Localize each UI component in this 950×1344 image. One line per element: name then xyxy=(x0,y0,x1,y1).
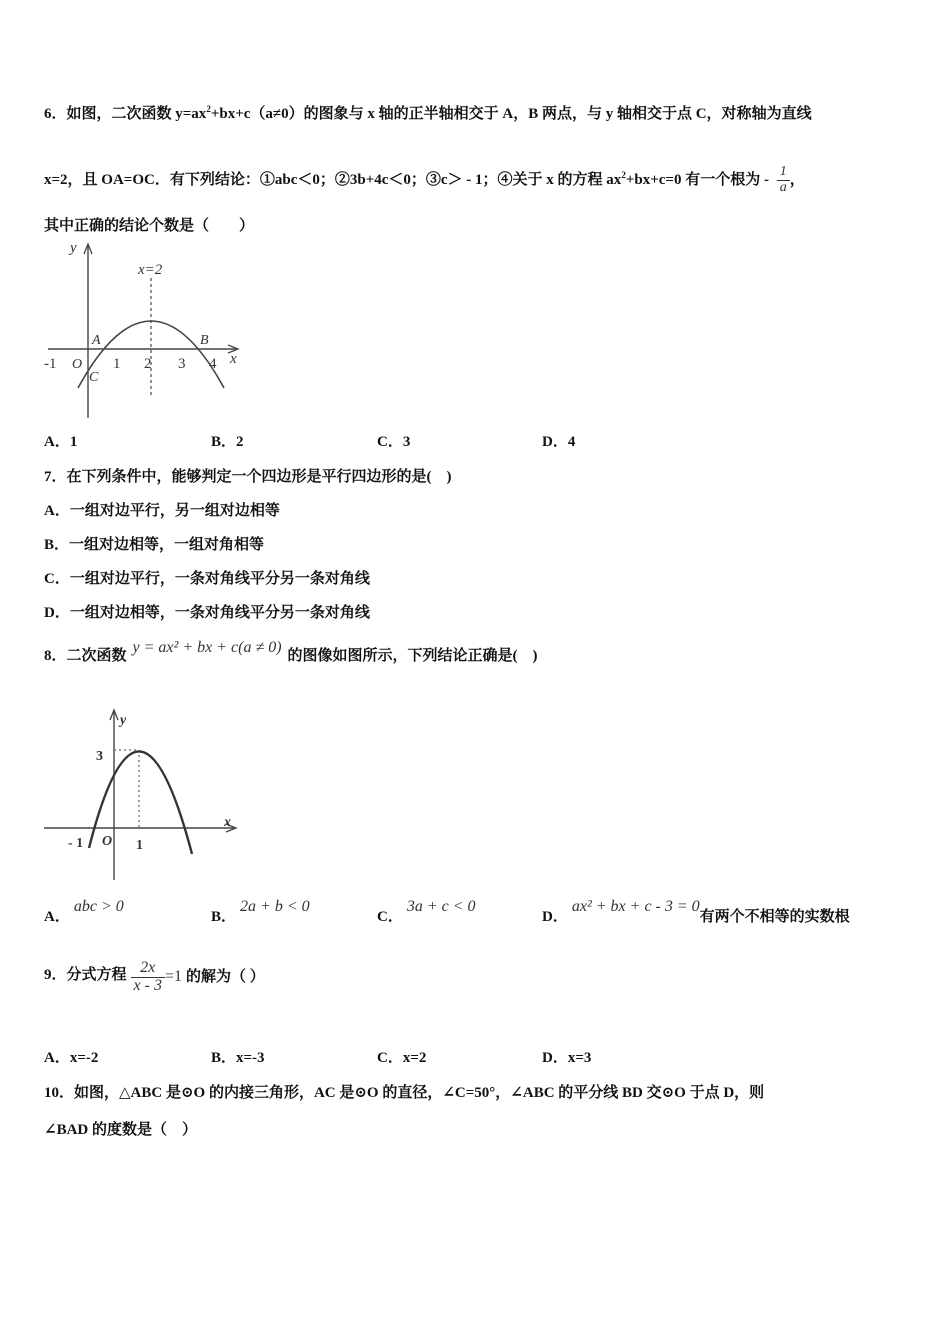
q7-option-c: C．一组对边平行，一条对角线平分另一条对角线 xyxy=(44,571,370,587)
q6-text: 6．如图，二次函数 y=ax xyxy=(44,106,207,122)
point-b-label: B xyxy=(200,333,209,348)
q9-stem xyxy=(44,960,265,1012)
q8-option-c xyxy=(377,898,476,926)
q6-option-d: D．4 xyxy=(542,434,576,450)
option-letter: D． xyxy=(542,909,568,925)
option-letter: B． xyxy=(211,909,237,925)
q6-text: ， xyxy=(789,172,805,188)
option-letter: C． xyxy=(377,909,403,925)
q8-text: 8．二次函数 xyxy=(44,648,127,664)
x-axis-label: x xyxy=(230,351,237,367)
q10-stem-line1: 10．如图，△ABC 是⊙O 的内接三角形，AC 是⊙O 的直径，∠C=50°，∠ABC 的平分线 BD 交⊙O 于点 D，则 xyxy=(44,1085,765,1101)
q8-option-a xyxy=(44,898,124,926)
q6-option-a: A．1 xyxy=(44,434,78,450)
superscript: 2 xyxy=(621,170,626,180)
y-axis-label: y xyxy=(70,240,77,256)
option-expression: abc > 0 xyxy=(73,898,124,915)
option-suffix: 有两个不相等的实数根 xyxy=(699,909,850,925)
q7-option-d: D．一组对边相等，一条对角线平分另一条对角线 xyxy=(44,605,370,621)
q6-stem-line1 xyxy=(44,102,812,123)
q8-text: 的图像如图所示，下列结论正确是( ) xyxy=(287,648,538,664)
origin-label: O xyxy=(102,834,113,849)
q6-text: +bx+c=0 有一个根为 - xyxy=(625,172,769,188)
point-a-label: A xyxy=(92,333,101,348)
q6-option-b: B．2 xyxy=(211,434,244,450)
tick-label: 4 xyxy=(209,356,217,372)
q8-option-d xyxy=(542,898,850,926)
tick-label: 2 xyxy=(144,356,152,372)
q8-formula: y = ax² + bx + c(a ≠ 0) xyxy=(132,639,282,656)
q6-text: x=2，且 OA=OC．有下列结论：①abc＜0；②3b+4c＜0；③c＞ - 1；④关于 x 的方程 ax xyxy=(44,172,622,188)
fraction-numerator: 1 xyxy=(777,165,790,181)
fraction-one-over-a xyxy=(777,165,790,195)
q9-option-c: C．x=2 xyxy=(377,1050,427,1066)
point-c-label: C xyxy=(89,370,99,385)
x-axis-label: x xyxy=(224,815,231,830)
q7-option-b: B．一组对边相等，一组对角相等 xyxy=(44,537,265,553)
q8-parabola-graph xyxy=(40,706,240,884)
option-expression: 3a + c < 0 xyxy=(406,898,476,915)
q8-option-b xyxy=(211,898,310,926)
q9-equals: =1 xyxy=(164,967,182,985)
origin-label: O xyxy=(72,357,83,372)
superscript: 2 xyxy=(206,104,211,114)
fraction-denominator: x - 3 xyxy=(133,976,162,994)
fraction-denominator: a xyxy=(779,180,787,196)
q6-stem-line3: 其中正确的结论个数是（ ） xyxy=(44,218,255,234)
q6-parabola-graph xyxy=(40,238,250,423)
option-letter: A． xyxy=(44,909,70,925)
q7-stem: 7．在下列条件中，能够判定一个四边形是平行四边形的是( ) xyxy=(44,469,452,485)
q6-text: +bx+c（a≠0）的图象与 x 轴的正半轴相交于 A，B 两点，与 y 轴相交于点 C，对称轴为直线 xyxy=(210,106,812,122)
tick-label: -1 xyxy=(44,356,57,372)
x-tick-label-positive: 1 xyxy=(136,838,143,853)
q8-stem xyxy=(44,638,538,668)
x-tick-label-negative: - 1 xyxy=(68,836,84,851)
fraction-numerator: 2x xyxy=(131,960,165,978)
q9-fraction xyxy=(131,960,165,995)
q9-option-a: A．x=-2 xyxy=(44,1050,99,1066)
y-axis-label: y xyxy=(120,713,127,728)
q6-option-c: C．3 xyxy=(377,434,411,450)
q10-stem-line2: ∠BAD 的度数是（ ） xyxy=(44,1122,197,1138)
q9-option-d: D．x=3 xyxy=(542,1050,592,1066)
q9-text: 9．分式方程 xyxy=(44,966,127,983)
q6-stem-line2 xyxy=(44,155,805,195)
q9-text: 的解为（ ） xyxy=(185,968,265,985)
q9-option-b: B．x=-3 xyxy=(211,1050,265,1066)
option-expression: 2a + b < 0 xyxy=(240,898,310,915)
tick-label: 3 xyxy=(178,356,186,372)
y-tick-label: 3 xyxy=(96,749,103,764)
q7-option-a: A．一组对边平行，另一组对边相等 xyxy=(44,503,280,519)
tick-label: 1 xyxy=(113,356,121,372)
symmetry-line-label: x=2 xyxy=(138,262,163,278)
parabola-curve xyxy=(78,321,224,388)
option-expression: ax² + bx + c - 3 = 0 xyxy=(571,898,700,915)
